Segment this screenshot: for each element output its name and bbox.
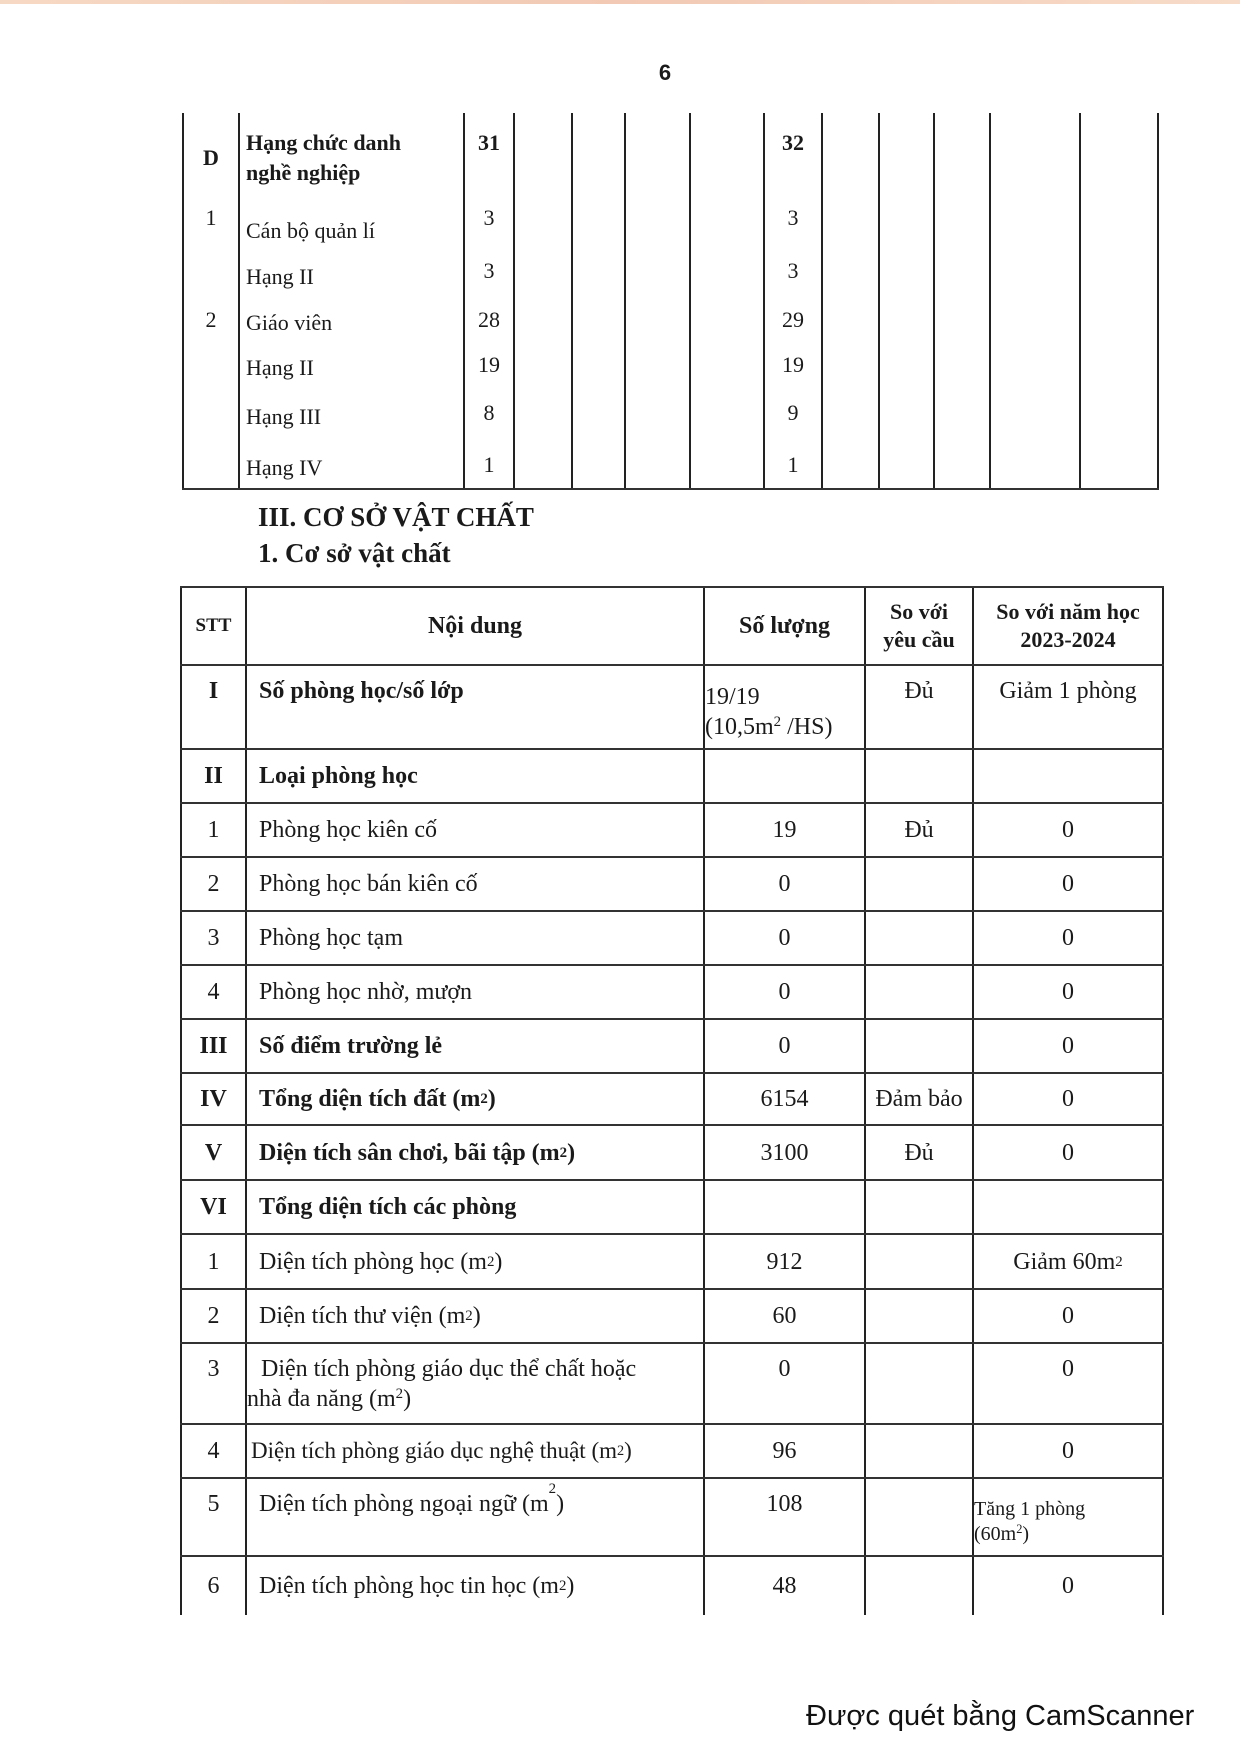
cell-vs-requirement	[866, 1290, 972, 1342]
cell-stt	[182, 1344, 245, 1423]
quantity-value: 108	[766, 1491, 803, 1517]
vs-year-value: 0	[1062, 979, 1074, 1005]
cell-quantity	[705, 1181, 864, 1233]
cell-vs-year	[974, 1344, 1162, 1423]
vs-requirement-value: Đủ	[904, 678, 934, 704]
cell-vs-requirement	[866, 1479, 972, 1555]
vs-year-value: 0	[1062, 1438, 1074, 1464]
row-label: Giáo viên	[246, 310, 333, 335]
stt-value: VI	[200, 1194, 227, 1220]
cell-vs-year	[974, 858, 1162, 910]
cell-vs-requirement	[866, 1074, 972, 1124]
column-divider	[689, 113, 691, 488]
cell-vs-requirement	[866, 1020, 972, 1072]
cell-stt	[182, 1425, 245, 1477]
cell-content	[247, 966, 703, 1018]
stt-value: 4	[207, 979, 220, 1005]
vs-requirement-value: Đủ	[904, 817, 934, 843]
cell-vs-requirement	[866, 1181, 972, 1233]
quantity-value: 19/19	[705, 684, 760, 710]
stt-value: IV	[200, 1086, 227, 1112]
row-label: Cán bộ quản lí	[246, 218, 375, 243]
cell-vs-year: Giảm 60m 2	[1013, 1248, 1123, 1275]
header-content-label: Nội dung	[427, 613, 523, 639]
quantity-superscript: 2	[773, 713, 782, 730]
cell-vs-year	[974, 1557, 1162, 1615]
content-tail: )	[567, 1139, 576, 1166]
quantity-value: 0	[778, 871, 791, 897]
header-quantity	[705, 588, 864, 664]
column-divider	[238, 113, 240, 488]
cell-vs-requirement	[866, 804, 972, 856]
cell-vs-year	[974, 1074, 1162, 1124]
vs-year-detail-tail: )	[1022, 1523, 1030, 1545]
content-text: Diện tích phòng học tin học (m	[259, 1573, 559, 1599]
cell-vs-year	[974, 804, 1162, 856]
content-text: Phòng học nhờ, mượn	[259, 979, 473, 1005]
cell-vs-requirement	[866, 1557, 972, 1615]
vs-requirement-value: Đảm bảo	[875, 1086, 963, 1112]
cell-quantity	[705, 1290, 864, 1342]
content-text: Phòng học bán kiên cố	[259, 871, 478, 897]
vs-year-superscript: 2	[1016, 1522, 1023, 1537]
row-stt: D	[203, 145, 219, 170]
cell-quantity	[705, 1235, 864, 1288]
column-divider	[1157, 113, 1159, 488]
row-stt: 2	[205, 307, 217, 332]
cell-content: Diện tích phòng ngoại ngữ (m 2 )	[259, 1481, 565, 1517]
column-divider	[933, 113, 935, 488]
header-vs-year-line2: 2023-2024	[1020, 627, 1116, 652]
quantity-value: 48	[772, 1573, 797, 1599]
row-value-next: 9	[787, 400, 799, 425]
row-value-next: 29	[782, 307, 804, 332]
cell-quantity	[705, 1344, 864, 1423]
column-divider	[1162, 586, 1164, 1615]
cell-content: Diện tích thư viện (m 2 )	[259, 1303, 481, 1329]
quantity-line1	[705, 682, 760, 712]
vs-year-value: Giảm 60m	[1013, 1248, 1116, 1275]
cell-vs-year	[974, 1479, 1162, 1555]
quantity-value: 0	[778, 979, 791, 1005]
stt-value: III	[199, 1033, 228, 1059]
content-line2	[247, 1384, 411, 1414]
row-value-current: 1	[483, 452, 495, 477]
content-text: Loại phòng học	[259, 763, 418, 789]
content-tail: )	[566, 1573, 575, 1599]
cell-vs-requirement	[866, 858, 972, 910]
cell-quantity	[705, 750, 864, 802]
quantity-detail: (10,5m	[705, 714, 774, 740]
cell-stt	[182, 1557, 245, 1615]
stt-value: 4	[207, 1438, 220, 1464]
cell-vs-year	[974, 1425, 1162, 1477]
content-text: Tổng diện tích đất (m	[259, 1086, 481, 1112]
content-tail: )	[494, 1248, 503, 1275]
column-divider	[878, 113, 880, 488]
cell-vs-year	[974, 666, 1162, 748]
cell-vs-requirement	[866, 666, 972, 748]
quantity-value: 0	[778, 1356, 791, 1382]
cell-stt	[182, 1235, 245, 1288]
content-text: Diện tích phòng giáo dục nghệ thuật (m	[251, 1438, 618, 1463]
content-text: Diện tích phòng ngoại ngữ (m	[259, 1491, 549, 1517]
column-divider	[463, 113, 465, 488]
vs-year-value: 0	[1062, 1086, 1074, 1112]
content-text: Tổng diện tích các phòng	[259, 1194, 517, 1220]
cell-quantity	[705, 1126, 864, 1179]
cell-stt	[182, 750, 245, 802]
vs-year-value: 0	[1062, 1356, 1074, 1382]
stt-value: 1	[207, 817, 220, 843]
content-tail: )	[403, 1386, 412, 1412]
row-value-next: 19	[782, 352, 804, 377]
row-label: Hạng II	[246, 355, 314, 380]
cell-vs-requirement	[866, 966, 972, 1018]
vs-year-detail: (60m	[974, 1523, 1017, 1545]
content-text: Phòng học tạm	[259, 925, 403, 951]
quantity-value: 96	[772, 1438, 797, 1464]
stt-value: I	[208, 678, 219, 704]
header-quantity-label: Số lượng	[738, 613, 831, 639]
column-divider	[513, 113, 515, 488]
vs-year-value: 0	[1062, 817, 1074, 843]
quantity-value: 912	[766, 1248, 803, 1275]
column-divider	[821, 113, 823, 488]
quantity-value: 6154	[760, 1086, 809, 1112]
vs-year-value: 0	[1062, 1033, 1074, 1059]
quantity-value: 0	[778, 1033, 791, 1059]
cell-quantity	[705, 1020, 864, 1072]
cell-stt	[182, 912, 245, 964]
cell-quantity	[705, 966, 864, 1018]
vs-year-value: 0	[1062, 1303, 1074, 1329]
stt-value: II	[204, 763, 223, 789]
cell-vs-year	[974, 912, 1162, 964]
cell-quantity	[705, 1557, 864, 1615]
content-text: Diện tích phòng học (m	[259, 1248, 487, 1275]
quantity-detail-tail: /HS)	[781, 714, 833, 740]
content-tail: )	[487, 1086, 496, 1112]
column-divider	[763, 113, 765, 488]
table-bottom-border	[182, 488, 1159, 490]
cell-stt	[182, 966, 245, 1018]
cell-quantity	[705, 1425, 864, 1477]
cell-content	[247, 1020, 703, 1072]
content-text: Diện tích thư viện (m	[259, 1303, 466, 1329]
stt-value: 2	[207, 1303, 220, 1329]
section-heading: III. CƠ SỞ VẬT CHẤT	[258, 502, 534, 532]
row-value-current: 8	[483, 400, 495, 425]
quantity-line2	[705, 712, 832, 742]
stt-value: 3	[207, 1356, 220, 1382]
row-value-current: 28	[478, 307, 500, 332]
cell-content	[247, 750, 703, 802]
quantity-value: 3100	[760, 1139, 809, 1166]
cell-vs-requirement	[866, 750, 972, 802]
row-label: Hạng IV	[246, 455, 323, 480]
row-value-next: 32	[782, 130, 804, 155]
vs-requirement-value: Đủ	[904, 1139, 934, 1166]
row-label: Hạng II	[246, 264, 314, 289]
cell-stt	[182, 1181, 245, 1233]
header-stt-label: STT	[195, 615, 232, 636]
row-label: Hạng III	[246, 404, 322, 429]
content-text: Số phòng học/số lớp	[259, 678, 464, 704]
cell-content: Tổng diện tích đất (m 2 )	[259, 1086, 496, 1112]
stt-value: 6	[207, 1573, 220, 1599]
cell-content	[247, 912, 703, 964]
vs-year-value: Tăng 1 phòng	[974, 1498, 1086, 1520]
cell-content	[247, 858, 703, 910]
content-text: Diện tích phòng giáo dục thể chất hoặc	[261, 1356, 637, 1382]
cell-vs-requirement	[866, 1235, 972, 1288]
stt-value: 3	[207, 925, 220, 951]
content-line1	[247, 1354, 636, 1384]
cell-content: Diện tích phòng học (m 2 )	[259, 1248, 503, 1275]
cell-stt	[182, 666, 245, 748]
cell-content	[247, 1181, 703, 1233]
row-label-line2: nghề nghiệp	[246, 160, 361, 185]
header-vs-requirement-line2: yêu cầu	[883, 627, 955, 652]
row-value-current: 19	[478, 352, 500, 377]
cell-vs-requirement	[866, 912, 972, 964]
cell-vs-year	[974, 1020, 1162, 1072]
row-value-current: 3	[483, 205, 495, 230]
cell-stt	[182, 1126, 245, 1179]
cell-content: Diện tích sân chơi, bãi tập (m 2 )	[259, 1139, 576, 1166]
header-vs-year-line1: So với năm học	[996, 599, 1140, 624]
row-value-current: 3	[483, 258, 495, 283]
cell-content	[247, 1344, 703, 1423]
stt-value: 1	[207, 1248, 220, 1275]
row-value-next: 3	[787, 205, 799, 230]
cell-stt	[182, 1074, 245, 1124]
stt-value: V	[204, 1139, 223, 1166]
vs-year-value: 0	[1062, 925, 1074, 951]
cell-content: Diện tích phòng giáo dục nghệ thuật (m 2 )	[247, 1425, 703, 1477]
content-text-line2: nhà đa năng (m	[247, 1386, 396, 1412]
cell-stt	[182, 858, 245, 910]
cell-quantity	[705, 804, 864, 856]
cell-content: Diện tích phòng học tin học (m 2 )	[259, 1573, 575, 1599]
vs-year-value: 0	[1062, 1139, 1074, 1166]
quantity-value: 19	[772, 817, 797, 843]
row-label: Hạng chức danh	[246, 130, 402, 155]
content-tail: )	[472, 1303, 481, 1329]
row-value-next: 1	[787, 452, 799, 477]
header-vs-year	[974, 588, 1162, 664]
vs-year-line1	[974, 1497, 1085, 1522]
header-vs-requirement-line1: So với	[889, 599, 949, 624]
header-vs-requirement	[866, 588, 972, 664]
cell-vs-requirement	[866, 1344, 972, 1423]
row-stt: 1	[205, 205, 217, 230]
cell-quantity	[705, 912, 864, 964]
cell-stt	[182, 804, 245, 856]
cell-quantity	[705, 1074, 864, 1124]
cell-quantity	[705, 666, 864, 748]
stt-value: 5	[207, 1491, 220, 1517]
cell-vs-year	[974, 966, 1162, 1018]
content-tail: )	[556, 1491, 565, 1517]
content-tail: )	[624, 1438, 632, 1463]
cell-stt	[182, 1290, 245, 1342]
vs-year-value: 0	[1062, 1573, 1074, 1599]
vs-year-value: Giảm 1 phòng	[999, 678, 1137, 704]
cell-quantity	[705, 858, 864, 910]
column-divider	[989, 113, 991, 488]
cell-content	[247, 804, 703, 856]
stt-value: 2	[207, 871, 220, 897]
cell-vs-requirement	[866, 1126, 972, 1179]
quantity-value: 0	[778, 925, 791, 951]
column-divider	[571, 113, 573, 488]
cell-vs-requirement	[866, 1425, 972, 1477]
cell-quantity	[705, 1479, 864, 1555]
cell-content	[247, 666, 703, 748]
column-divider	[1079, 113, 1081, 488]
content-text: Phòng học kiên cố	[259, 817, 437, 843]
content-text: Diện tích sân chơi, bãi tập (m	[259, 1139, 560, 1166]
scan-top-edge	[0, 0, 1240, 4]
column-divider	[624, 113, 626, 488]
cell-vs-year	[974, 750, 1162, 802]
vs-year-value: 0	[1062, 871, 1074, 897]
camscanner-watermark: Được quét bằng CamScanner	[806, 1700, 1195, 1732]
unit-superscript: 2	[395, 1385, 404, 1402]
header-stt	[182, 588, 245, 664]
cell-stt	[182, 1020, 245, 1072]
row-value-current: 31	[478, 130, 500, 155]
cell-vs-year	[974, 1126, 1162, 1179]
content-text: Số điểm trường lẻ	[259, 1033, 443, 1059]
quantity-value: 60	[772, 1303, 797, 1329]
vs-year-line2	[974, 1522, 1029, 1547]
cell-vs-year	[974, 1181, 1162, 1233]
sub-heading: 1. Cơ sở vật chất	[258, 538, 451, 568]
cell-stt	[182, 1479, 245, 1555]
cell-vs-year	[974, 1290, 1162, 1342]
header-content	[247, 588, 703, 664]
row-value-next: 3	[787, 258, 799, 283]
page-number: 6	[658, 60, 672, 85]
